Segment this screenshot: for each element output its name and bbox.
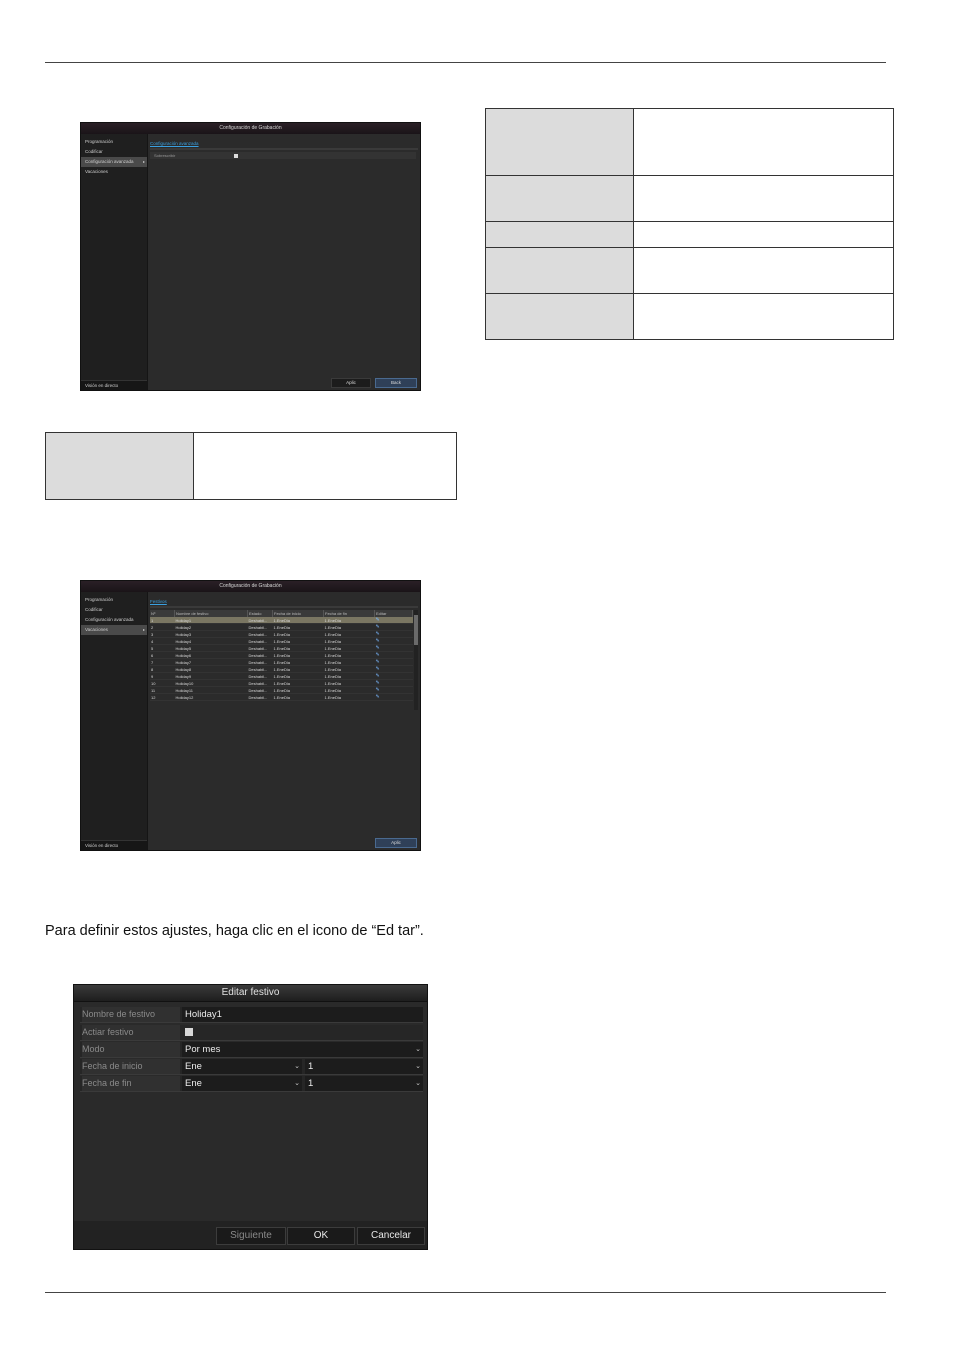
- sidebar: [81, 592, 148, 850]
- sidebar-item-codificar[interactable]: Codificar: [85, 149, 103, 154]
- row-start: 1.EneDia: [273, 624, 324, 631]
- row-end: 1.EneDia: [324, 631, 375, 638]
- mode-row: [80, 1042, 423, 1058]
- end-date-row: [80, 1076, 423, 1092]
- row-name: Holiday7: [175, 659, 248, 666]
- row-no: 6: [150, 652, 175, 659]
- row-state: Deshabil...: [248, 645, 273, 652]
- info-value-cell: [634, 222, 894, 248]
- table-scrollbar[interactable]: [414, 610, 418, 710]
- chevron-down-icon: ⌄: [415, 1080, 421, 1087]
- info-key-cell: [486, 294, 634, 340]
- row-name: Holiday4: [175, 638, 248, 645]
- info-value-cell: [634, 248, 894, 294]
- enable-holiday-row: [80, 1025, 423, 1041]
- row-end: 1.EneDia: [324, 617, 375, 624]
- table-row[interactable]: [150, 659, 413, 666]
- row-no: 10: [150, 680, 175, 687]
- row-start: 1.EneDia: [273, 652, 324, 659]
- row-end: 1.EneDia: [324, 694, 375, 701]
- table-row[interactable]: [150, 687, 413, 694]
- row-state: Deshabil...: [248, 659, 273, 666]
- row-name: Holiday12: [175, 694, 248, 701]
- live-view-button[interactable]: Visión en directo: [81, 380, 147, 390]
- row-no: 1: [150, 617, 175, 624]
- row-name: Holiday10: [175, 680, 248, 687]
- row-end: 1.EneDia: [324, 666, 375, 673]
- row-name: Holiday5: [175, 645, 248, 652]
- main-panel: [148, 134, 420, 390]
- start-month-select[interactable]: [182, 1059, 302, 1074]
- next-button[interactable]: Siguiente: [216, 1227, 286, 1245]
- dialog-footer: [74, 1221, 427, 1249]
- edit-icon[interactable]: ✎: [375, 638, 413, 645]
- mode-label: Modo: [82, 1042, 180, 1057]
- row-no: 8: [150, 666, 175, 673]
- row-start: 1.EneDia: [273, 659, 324, 666]
- live-view-button[interactable]: Visión en directo: [81, 840, 147, 850]
- row-end: 1.EneDia: [324, 624, 375, 631]
- apply-button[interactable]: Aplic: [331, 378, 371, 388]
- row-start: 1.EneDia: [273, 638, 324, 645]
- ok-button[interactable]: OK: [287, 1227, 355, 1245]
- info-table-right: [485, 108, 894, 340]
- edit-icon[interactable]: ✎: [375, 687, 413, 694]
- row-state: Deshabil...: [248, 673, 273, 680]
- edit-holiday-dialog: [73, 984, 428, 1250]
- row-no: 4: [150, 638, 175, 645]
- row-no: 2: [150, 624, 175, 631]
- row-no: 11: [150, 687, 175, 694]
- info-key-cell: [486, 109, 634, 176]
- row-name: Holiday9: [175, 673, 248, 680]
- row-end: 1.EneDia: [324, 687, 375, 694]
- info-value-cell: [634, 109, 894, 176]
- start-day-value: 1: [308, 1061, 314, 1072]
- start-day-select[interactable]: [305, 1059, 423, 1074]
- row-state: Deshabil...: [248, 687, 273, 694]
- start-month-value: Ene: [185, 1061, 202, 1072]
- sidebar-item-configuracion-avanzada[interactable]: Configuración avanzada: [85, 617, 134, 622]
- row-no: 3: [150, 631, 175, 638]
- info-value-cell: [634, 294, 894, 340]
- mode-value: Por mes: [185, 1044, 221, 1055]
- row-state: Deshabil...: [248, 694, 273, 701]
- instruction-text: Para definir estos ajustes, haga clic en el icono de “Ed tar”.: [45, 923, 424, 939]
- col-header-no: Nº: [150, 610, 175, 617]
- col-header-end: Fecha de fin: [324, 610, 375, 617]
- apply-button[interactable]: Aplic: [375, 838, 417, 848]
- dialog-title: Editar festivo: [74, 985, 427, 1002]
- col-header-state: Estado: [248, 610, 273, 617]
- holiday-name-label: Nombre de festivo: [82, 1007, 180, 1022]
- row-end: 1.EneDia: [324, 645, 375, 652]
- info-value-cell: [194, 433, 457, 500]
- section-divider: [150, 606, 418, 608]
- table-row[interactable]: [150, 680, 413, 687]
- info-value-cell: [634, 176, 894, 222]
- main-panel: [148, 592, 420, 850]
- end-month-select[interactable]: [182, 1076, 302, 1091]
- start-date-label: Fecha de inicio: [82, 1059, 180, 1074]
- row-end: 1.EneDia: [324, 638, 375, 645]
- edit-icon[interactable]: ✎: [375, 666, 413, 673]
- chevron-down-icon: ⌄: [294, 1063, 300, 1070]
- row-start: 1.EneDia: [273, 673, 324, 680]
- recording-config-holidays-screen: [80, 580, 421, 851]
- row-state: Deshabil...: [248, 624, 273, 631]
- row-no: 12: [150, 694, 175, 701]
- edit-icon[interactable]: ✎: [375, 680, 413, 687]
- section-divider: [150, 148, 418, 150]
- row-state: Deshabil...: [248, 638, 273, 645]
- mode-select[interactable]: [182, 1042, 423, 1057]
- row-start: 1.EneDia: [273, 687, 324, 694]
- edit-icon[interactable]: ✎: [375, 645, 413, 652]
- chevron-down-icon: ⌄: [294, 1080, 300, 1087]
- window-title: Configuración de Grabación: [81, 123, 420, 134]
- row-start: 1.EneDia: [273, 680, 324, 687]
- row-end: 1.EneDia: [324, 659, 375, 666]
- row-state: Deshabil...: [248, 666, 273, 673]
- info-key-cell: [486, 176, 634, 222]
- table-row[interactable]: [150, 631, 413, 638]
- holiday-name-row: [80, 1007, 423, 1023]
- row-end: 1.EneDia: [324, 673, 375, 680]
- col-header-edit: Editar: [375, 610, 413, 617]
- cancel-button[interactable]: Cancelar: [357, 1227, 425, 1245]
- table-row[interactable]: [150, 666, 413, 673]
- end-month-value: Ene: [185, 1078, 202, 1089]
- col-header-name: Nombre de festivo: [175, 610, 248, 617]
- sidebar-item-codificar[interactable]: Codificar: [85, 607, 103, 612]
- top-rule: [45, 62, 886, 63]
- row-name: Holiday8: [175, 666, 248, 673]
- row-start: 1.EneDia: [273, 666, 324, 673]
- chevron-down-icon: ⌄: [415, 1046, 421, 1053]
- end-day-select[interactable]: [305, 1076, 423, 1091]
- overwrite-option-row: [150, 152, 416, 159]
- sidebar-item-programacion[interactable]: Programación: [85, 597, 114, 602]
- sidebar-item-vacaciones[interactable]: Vacaciones ▸: [81, 625, 147, 635]
- section-title: Configuración avanzada: [150, 141, 199, 146]
- info-key-cell: [486, 222, 634, 248]
- row-no: 9: [150, 673, 175, 680]
- holidays-table: [150, 610, 413, 701]
- overwrite-checkbox[interactable]: [234, 154, 238, 158]
- row-name: Holiday11: [175, 687, 248, 694]
- table-row[interactable]: [150, 624, 413, 631]
- row-no: 7: [150, 659, 175, 666]
- table-row[interactable]: [150, 694, 413, 701]
- row-no: 5: [150, 645, 175, 652]
- row-state: Deshabil...: [248, 631, 273, 638]
- info-table-left: [45, 432, 457, 500]
- edit-icon[interactable]: ✎: [375, 673, 413, 680]
- row-name: Holiday6: [175, 652, 248, 659]
- overwrite-label: Sobrescribir: [154, 153, 176, 158]
- row-name: Holiday2: [175, 624, 248, 631]
- col-header-start: Fecha de inicio: [273, 610, 324, 617]
- bottom-rule: [45, 1292, 886, 1293]
- table-row[interactable]: [150, 673, 413, 680]
- row-start: 1.EneDia: [273, 645, 324, 652]
- row-name: Holiday3: [175, 631, 248, 638]
- table-row[interactable]: [150, 638, 413, 645]
- enable-holiday-checkbox[interactable]: [185, 1028, 193, 1036]
- recording-config-advanced-screen: [80, 122, 421, 391]
- row-end: 1.EneDia: [324, 652, 375, 659]
- end-day-value: 1: [308, 1078, 314, 1089]
- info-key-cell: [486, 248, 634, 294]
- start-date-row: [80, 1059, 423, 1075]
- row-start: 1.EneDia: [273, 617, 324, 624]
- row-end: 1.EneDia: [324, 680, 375, 687]
- row-start: 1.EneDia: [273, 631, 324, 638]
- edit-icon[interactable]: ✎: [375, 631, 413, 638]
- window-title: Configuración de Grabación: [81, 581, 420, 592]
- holiday-name-input[interactable]: Holiday1: [182, 1007, 423, 1022]
- row-state: Deshabil...: [248, 680, 273, 687]
- row-start: 1.EneDia: [273, 694, 324, 701]
- row-state: Deshabil...: [248, 652, 273, 659]
- edit-icon[interactable]: ✎: [375, 694, 413, 701]
- table-row[interactable]: [150, 645, 413, 652]
- edit-icon[interactable]: ✎: [375, 652, 413, 659]
- enable-holiday-label: Actiar festivo: [82, 1025, 180, 1040]
- chevron-down-icon: ⌄: [415, 1063, 421, 1070]
- back-button[interactable]: Back: [375, 378, 417, 388]
- sidebar-item-configuracion-avanzada[interactable]: Configuración avanzada ▸: [81, 157, 147, 167]
- sidebar: [81, 134, 148, 390]
- scrollbar-thumb[interactable]: [414, 615, 418, 645]
- sidebar-item-programacion[interactable]: Programación: [85, 139, 114, 144]
- info-key-cell: [46, 433, 194, 500]
- section-title: Festivos: [150, 599, 167, 604]
- edit-icon[interactable]: ✎: [375, 659, 413, 666]
- edit-icon[interactable]: ✎: [375, 624, 413, 631]
- sidebar-item-vacaciones[interactable]: Vacaciones: [85, 169, 108, 174]
- row-state: Deshabil...: [248, 617, 273, 624]
- edit-icon[interactable]: ✎: [375, 617, 413, 624]
- table-row[interactable]: [150, 652, 413, 659]
- row-name: Holiday1: [175, 617, 248, 624]
- end-date-label: Fecha de fin: [82, 1076, 180, 1091]
